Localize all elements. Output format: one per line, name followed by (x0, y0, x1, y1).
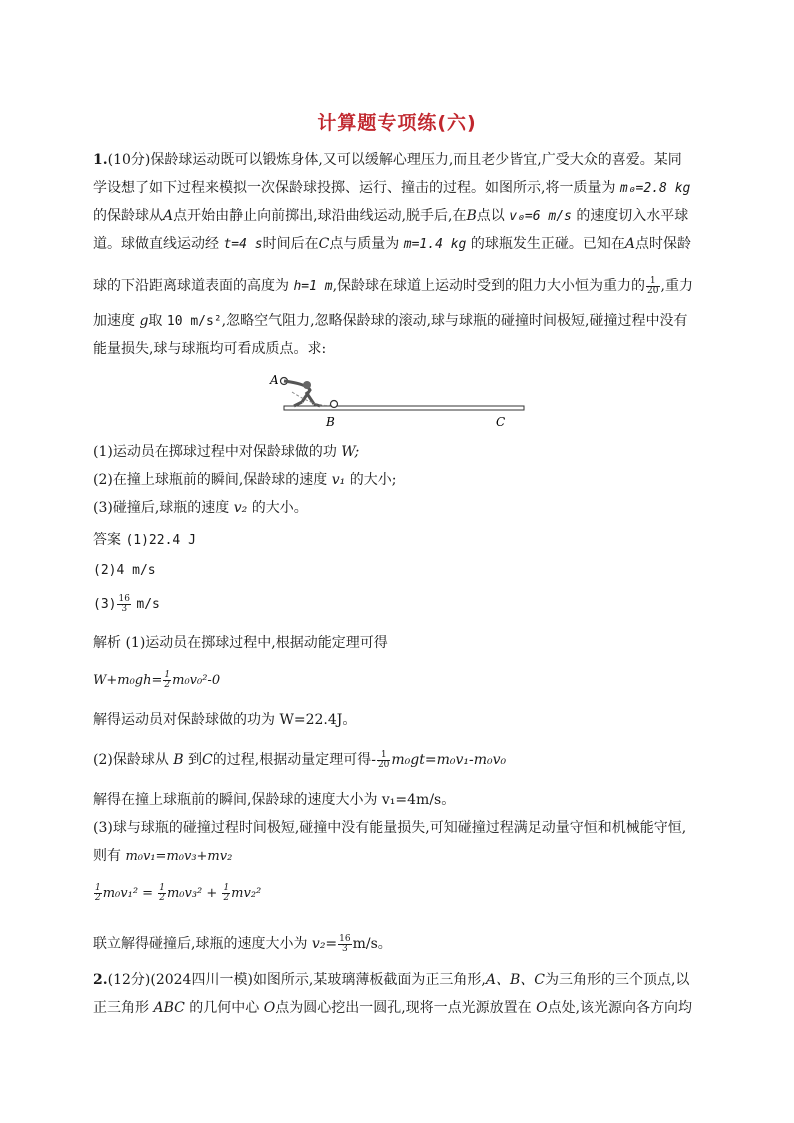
point-label: C (202, 752, 213, 768)
equation-fraction: $\frac{1}{2}$ (164, 670, 171, 690)
analysis-line-5 (93, 818, 686, 838)
page-title: 计算题专项练(六) (317, 112, 477, 134)
q1-text: 能量损失,球与球瓶均可看成质点。求: (93, 341, 327, 357)
q1-sub-text: (1)运动员在掷球过程中对保龄球做的功 (93, 444, 337, 460)
answer-1: (1)22.4 J (125, 533, 196, 548)
q1-sub-1 (93, 442, 359, 462)
figure-label-b: B (326, 415, 335, 429)
figure-label-a: A (270, 373, 279, 387)
q1-sub-text: 的大小。 (251, 500, 308, 516)
bowler-figure (284, 381, 320, 406)
q1-symbol: v₂ (233, 500, 248, 516)
answer-3-fraction: $\frac{16}{3}$ (118, 593, 130, 614)
q1-symbol: g (139, 313, 149, 329)
equation-part: - (371, 752, 376, 768)
equation-fraction: $\frac{1}{20}$ (377, 749, 390, 770)
q2-text: 为三角形的三个顶点,以 (544, 972, 690, 988)
answer-line-2 (93, 560, 156, 581)
q1-velocity-value: v₀=6 m/s (509, 209, 572, 224)
q2-line-2 (93, 998, 692, 1018)
analysis-text: 则有 (93, 848, 121, 864)
q1-time-value: t=4 s (223, 237, 263, 252)
q1-text: 点与质量为 (329, 236, 400, 252)
analysis-text: (2)保龄球从 (93, 752, 169, 768)
q2-triangle-label: ABC (153, 1000, 185, 1016)
equation-part: m₀v₃² + (166, 886, 218, 901)
analysis-line-2 (93, 710, 356, 730)
q2-text: 如图所示,某玻璃薄板截面为正三角形, (252, 972, 486, 988)
answer-line-3 (93, 594, 160, 615)
answer-3-unit: m/s (136, 597, 160, 612)
equation-fraction: $\frac{1}{2}$ (159, 883, 165, 903)
analysis-text: (3)球与球瓶的碰撞过程时间极短,碰撞中没有能量损失,可知碰撞过程满足动量守恒和机械能守恒, (93, 820, 687, 836)
answer-2: (2)4 m/s (93, 563, 156, 578)
q1-sub-text: (3)碰撞后,球瓶的速度 (93, 500, 230, 516)
q2-points: (12分) (107, 972, 151, 988)
q1-text: ,忽略空气阻力,忽略保龄球的滚动,球与球瓶的碰撞时间极短,碰撞过程中没有 (221, 313, 688, 329)
equation-4 (93, 884, 261, 904)
q1-line-4 (93, 234, 691, 255)
q2-vertex-labels: A、B、C (485, 972, 545, 988)
q1-fraction: $\frac{1}{20}$ (647, 275, 659, 296)
equation-part: v₂= (311, 936, 338, 952)
q1-mass-value: m₀=2.8 kg (619, 181, 691, 196)
q1-sub-text: 的大小; (349, 472, 397, 488)
analysis-text: 到 (188, 752, 203, 768)
q2-point-label: O (536, 1000, 548, 1016)
q2-text: 正三角形 (93, 1000, 149, 1016)
q1-text: 时间后在 (262, 236, 319, 252)
q1-text: 的保龄球从 (93, 208, 163, 224)
q1-text: 道。球做直线运动经 (93, 236, 219, 252)
q1-sub-text: (2)在撞上球瓶前的瞬间,保龄球的速度 (93, 472, 328, 488)
q1-point-label: A (163, 208, 174, 224)
q2-text: 点处,该光源向各方向均 (547, 1000, 693, 1016)
point-label: B (173, 752, 184, 768)
q1-text: 的球瓶发生正碰。已知在 (470, 236, 625, 252)
analysis-text: 联立解得碰撞后,球瓶的速度大小为 (93, 936, 308, 952)
q1-text: 球的下沿距离球道表面的高度为 (93, 278, 289, 294)
answer-label: 答案 (93, 532, 121, 548)
q2-source: (2024四川一模) (150, 972, 253, 988)
q1-text: 点时保龄 (634, 236, 691, 252)
equation-1 (93, 671, 220, 691)
equation-part: m₀v₁² = (102, 886, 154, 901)
analysis-label: 解析 (93, 635, 121, 651)
q1-line-7 (93, 339, 326, 359)
analysis-line-1 (93, 633, 388, 653)
q1-symbol: W; (341, 444, 360, 460)
q1-text: 学设想了如下过程来模拟一次保龄球投掷、运行、撞击的过程。如图所示,将一质量为 (93, 180, 616, 196)
answer-line-1 (93, 530, 196, 551)
q1-text: 保龄球运动既可以锻炼身体,又可以缓解心理压力,而且老少皆宜,广受大众的喜爱。某同 (150, 152, 682, 168)
q2-point-label: O (263, 1000, 276, 1016)
q2-text: 的几何中心 (189, 1000, 260, 1016)
equation-part: m₀gt=m₀v₁-m₀v₀ (391, 752, 507, 768)
equation-part: W+m₀gh= (93, 673, 163, 688)
q1-text: 取 (148, 313, 163, 329)
q1-line-1 (93, 150, 682, 170)
q1-text: ,重力 (660, 278, 693, 294)
q1-sub-3 (93, 498, 308, 518)
bowling-lane (284, 406, 524, 410)
answer-3-prefix: (3) (93, 597, 117, 612)
q1-gravity-value: 10 m/s² (166, 314, 222, 329)
q1-text: 点开始由静止向前掷出,球沿曲线运动,脱手后,在 (173, 208, 467, 224)
analysis-text: 的过程,根据动量定理可得 (212, 752, 372, 768)
q1-sub-2 (93, 470, 396, 490)
q1-line-6 (93, 311, 687, 332)
ball-at-b (331, 401, 338, 408)
q2-line-1 (93, 970, 689, 990)
equation-3: m₀v₁=m₀v₃+mv₂ (125, 849, 233, 864)
equation-fraction: $\frac{1}{2}$ (95, 883, 101, 903)
q1-number: 1. (93, 152, 108, 168)
figure-label-c: C (496, 415, 506, 429)
analysis-line-7 (93, 934, 392, 954)
q1-text: 加速度 (93, 313, 135, 329)
q1-line-5 (93, 276, 693, 297)
analysis-line-4 (93, 790, 455, 810)
analysis-line-3 (93, 750, 506, 770)
analysis-text: 解得在撞上球瓶前的瞬间,保龄球的速度大小为 v₁=4m/s。 (93, 792, 456, 808)
bowling-figure (262, 372, 532, 432)
q2-number: 2. (93, 972, 108, 988)
equation-part: mv₂² (231, 886, 262, 901)
q1-point-label: C (318, 236, 330, 252)
q1-text: ,保龄球在球道上运动时受到的阻力大小恒为重力的 (332, 278, 646, 294)
analysis-text: m/s。 (352, 936, 392, 952)
equation-fraction: $\frac{1}{2}$ (223, 883, 230, 903)
q1-line-3 (93, 206, 688, 227)
equation-fraction: $\frac{16}{3}$ (339, 933, 351, 954)
q2-text: 点为圆心挖出一圆孔,现将一点光源放置在 (275, 1000, 532, 1016)
bowler-head (303, 381, 311, 389)
analysis-text: 解得运动员对保龄球做的功为 W=22.4J。 (93, 712, 357, 728)
q1-line-2 (93, 178, 690, 199)
equation-part: m₀v₀²-0 (172, 673, 221, 688)
q1-text: 点以 (476, 208, 505, 224)
q1-point-label: B (466, 208, 477, 224)
analysis-line-6 (93, 846, 232, 867)
q1-point-label: A (624, 236, 635, 252)
analysis-text: (1)运动员在掷球过程中,根据动能定理可得 (125, 635, 388, 651)
q1-height-value: h=1 m (293, 279, 333, 294)
q1-symbol: v₁ (331, 472, 346, 488)
q1-points: (10分) (107, 152, 151, 168)
q1-mass-value: m=1.4 kg (403, 237, 467, 252)
q1-text: 的速度切入水平球 (576, 208, 689, 224)
